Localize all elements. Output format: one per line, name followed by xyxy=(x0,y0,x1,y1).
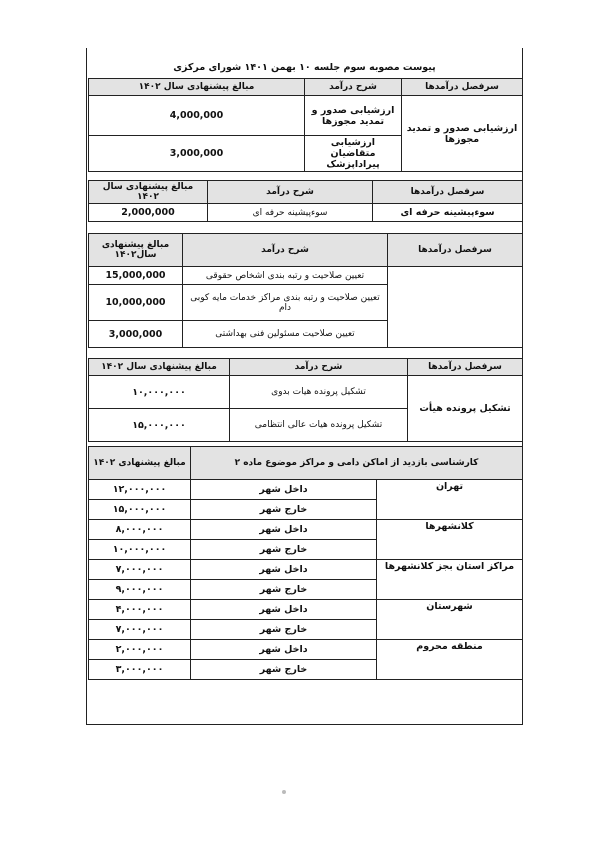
region-cell: شهرستان xyxy=(377,600,523,640)
amount-cell: ۲,۰۰۰,۰۰۰ xyxy=(89,640,191,660)
header-description: شرح درآمد xyxy=(183,234,388,267)
amount-cell: ۷,۰۰۰,۰۰۰ xyxy=(89,620,191,640)
header-category: سرفصل درآمدها xyxy=(402,79,523,96)
location-type-cell: داخل شهر xyxy=(191,520,377,540)
header-category: سرفصل درآمدها xyxy=(373,181,523,204)
header-description: شرح درآمد xyxy=(208,181,373,204)
table-row xyxy=(89,267,523,285)
region-cell: منطقه محروم xyxy=(377,640,523,680)
header-title: کارشناسی بازدید از اماکن دامی و مراکز موضوع ماده ۲ xyxy=(191,447,523,480)
table-row xyxy=(89,640,523,660)
page-mark xyxy=(282,790,286,794)
category-cell: سوءپیشینه حرفه ای xyxy=(373,204,523,222)
header-amount: مبالغ پیشنهادی سال۱۴۰۲ xyxy=(89,234,183,267)
region-cell: مراکز استان بجز کلانشهرها xyxy=(377,560,523,600)
table-row xyxy=(89,480,523,500)
amount-cell: 3,000,000 xyxy=(89,136,305,172)
table-row xyxy=(89,204,523,222)
table-professional-record xyxy=(88,180,523,222)
table-row xyxy=(89,376,523,409)
description-cell: ارزشیابی متقاضیان پیراداپزشک xyxy=(305,136,402,172)
category-cell: تشکیل پرونده هیأت xyxy=(408,376,523,442)
header-description: شرح درآمد xyxy=(305,79,402,96)
amount-cell: ۱۵,۰۰۰,۰۰۰ xyxy=(89,500,191,520)
amount-cell: 10,000,000 xyxy=(89,285,183,321)
amount-cell: ۷,۰۰۰,۰۰۰ xyxy=(89,560,191,580)
amount-cell: ۴,۰۰۰,۰۰۰ xyxy=(89,600,191,620)
amount-cell: ۱۰,۰۰۰,۰۰۰ xyxy=(89,376,230,409)
amount-cell: 15,000,000 xyxy=(89,267,183,285)
location-type-cell: خارج شهر xyxy=(191,660,377,680)
table-licensing xyxy=(88,78,523,172)
table-row xyxy=(89,520,523,540)
location-type-cell: خارج شهر xyxy=(191,580,377,600)
header-amount: مبالغ پیشنهادی سال ۱۴۰۲ xyxy=(89,79,305,96)
header-category: سرفصل درآمدها xyxy=(388,234,523,267)
table-row xyxy=(89,600,523,620)
header-amount: مبالغ پیشنهادی ۱۴۰۲ xyxy=(89,447,191,480)
table-row xyxy=(89,560,523,580)
region-cell: تهران xyxy=(377,480,523,520)
location-type-cell: داخل شهر xyxy=(191,560,377,580)
header-amount: مبالغ پیشنهادی سال ۱۴۰۲ xyxy=(89,181,208,204)
location-type-cell: داخل شهر xyxy=(191,600,377,620)
region-cell: کلانشهرها xyxy=(377,520,523,560)
location-type-cell: خارج شهر xyxy=(191,500,377,520)
amount-cell: ۹,۰۰۰,۰۰۰ xyxy=(89,580,191,600)
description-cell: تعیین صلاحیت مسئولین فنی بهداشتی xyxy=(183,321,388,348)
location-type-cell: خارج شهر xyxy=(191,540,377,560)
amount-cell: ۳,۰۰۰,۰۰۰ xyxy=(89,660,191,680)
amount-cell: ۱۵,۰۰۰,۰۰۰ xyxy=(89,409,230,442)
description-cell: سوءپیشینه حرفه ای xyxy=(208,204,373,222)
description-cell: تشکیل پرونده هیات بدوی xyxy=(230,376,408,409)
header-description: شرح درآمد xyxy=(230,359,408,376)
location-type-cell: داخل شهر xyxy=(191,640,377,660)
table-qualification xyxy=(88,233,523,348)
page-title: پیوست مصوبه سوم جلسه ۱۰ بهمن ۱۴۰۱ شورای مرکزی xyxy=(173,62,436,73)
amount-cell: ۸,۰۰۰,۰۰۰ xyxy=(89,520,191,540)
header-category: سرفصل درآمدها xyxy=(408,359,523,376)
amount-cell: 2,000,000 xyxy=(89,204,208,222)
amount-cell: 4,000,000 xyxy=(89,96,305,136)
header-amount: مبالغ پیشنهادی سال ۱۴۰۲ xyxy=(89,359,230,376)
description-cell: تعیین صلاحیت و رتبه بندی مراکز خدمات مایه کوبی دام xyxy=(183,285,388,321)
description-cell: تعیین صلاحیت و رتبه بندی اشخاص حقوقی xyxy=(183,267,388,285)
table-board-case xyxy=(88,358,523,442)
amount-cell: ۱۲,۰۰۰,۰۰۰ xyxy=(89,480,191,500)
amount-cell: ۱۰,۰۰۰,۰۰۰ xyxy=(89,540,191,560)
location-type-cell: داخل شهر xyxy=(191,480,377,500)
description-cell: ارزشیابی صدور و تمدید مجوزها xyxy=(305,96,402,136)
category-cell: ارزشیابی صدور و تمدید مجوزها xyxy=(402,96,523,172)
table-inspection xyxy=(88,446,523,680)
category-cell xyxy=(388,267,523,348)
table-row xyxy=(89,96,523,136)
location-type-cell: خارج شهر xyxy=(191,620,377,640)
amount-cell: 3,000,000 xyxy=(89,321,183,348)
description-cell: تشکیل پرونده هیات عالی انتظامی xyxy=(230,409,408,442)
